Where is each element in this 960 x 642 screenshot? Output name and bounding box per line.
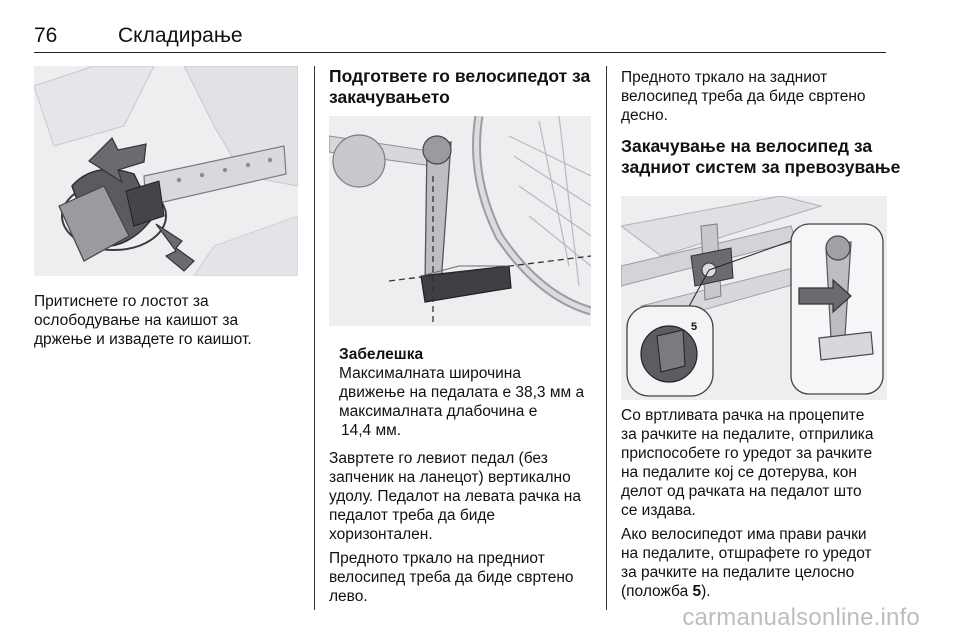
paragraph-line: запченик на ланецот) вертикално: [329, 469, 571, 486]
paragraph-1: [329, 449, 599, 544]
paragraph-line: Завртете го левиот педал (без: [329, 450, 548, 467]
svg-text:5: 5: [691, 321, 698, 333]
column-divider-2: [606, 66, 607, 610]
paragraph-line: десно.: [621, 107, 668, 124]
instruction-line: ослободување на каишот за: [34, 312, 239, 329]
paragraph-line: педалот треба да биде: [329, 507, 496, 524]
pedal-illustration: [329, 116, 591, 326]
paragraph-line: Ако велосипедот има прави рачки: [621, 526, 867, 543]
paragraph-line: удолу. Педалот на левата рачка на: [329, 488, 581, 505]
section-heading-line: задниот систем за превозување: [621, 157, 901, 177]
paragraph-line: делот од рачката на педалот што: [621, 483, 862, 500]
chapter-title: Складирање: [118, 24, 243, 47]
note-title: Забелешка: [339, 346, 424, 363]
instruction-line: држење и извадете го каишот.: [34, 331, 252, 348]
column-3-intro: [621, 68, 891, 125]
note-line: движење на педалата е 38,3 мм а: [339, 384, 585, 401]
paragraph-line: велосипед треба да биде свртено: [329, 569, 574, 586]
paragraph-line: лево.: [329, 588, 368, 605]
position-number: 5: [692, 583, 702, 600]
page-number: 76: [34, 24, 58, 47]
paragraph-1: [621, 406, 901, 520]
strap-release-illustration: [34, 66, 298, 276]
column-2-heading: [329, 66, 597, 108]
position-suffix: ).: [701, 583, 711, 600]
section-heading-line: закачувањето: [329, 87, 450, 107]
paragraph-2: [621, 525, 901, 601]
paragraph-2: [329, 549, 599, 606]
section-heading-line: Закачување на велосипед за: [621, 136, 873, 156]
paragraph-line: [621, 582, 901, 601]
instruction-line: Притиснете го лостот за: [34, 293, 209, 310]
pedal-crank-holder-illustration: [621, 196, 887, 400]
paragraph-line: приспособете го уредот за рачките: [621, 445, 873, 462]
column-divider-1: [314, 66, 315, 610]
paragraph-line: Предното тркало на задниот: [621, 69, 828, 86]
note-line: 14,4 мм.: [341, 422, 402, 439]
column-2-body: [329, 345, 599, 606]
paragraph-line: за рачките на педалите, отприлика: [621, 426, 874, 443]
note-block: [339, 345, 599, 440]
column-1-text: [34, 292, 304, 349]
paragraph-line: на педалите кој се дотерува, кон: [621, 464, 857, 481]
note-line: Максималната широчина: [339, 365, 521, 382]
paragraph-line: хоризонтален.: [329, 526, 433, 543]
position-prefix: (положба: [621, 583, 693, 600]
note-line: максималната длабочина е: [339, 403, 538, 420]
paragraph-line: велосипед треба да биде свртено: [621, 88, 866, 105]
paragraph-line: на педалите, отшрафете го уредот: [621, 545, 872, 562]
page-header: [34, 22, 886, 53]
column-3-body: [621, 406, 901, 601]
section-heading-line: Подгответе го велосипедот за: [329, 66, 591, 86]
paragraph-line: за рачките на педалите целосно: [621, 564, 855, 581]
paragraph-line: се издава.: [621, 502, 696, 519]
watermark: carmanualsonline.info: [682, 604, 920, 631]
paragraph-line: Со вртливата рачка на процепите: [621, 407, 865, 424]
column-3-heading: [621, 136, 901, 178]
paragraph-line: Предното тркало на предниот: [329, 550, 545, 567]
